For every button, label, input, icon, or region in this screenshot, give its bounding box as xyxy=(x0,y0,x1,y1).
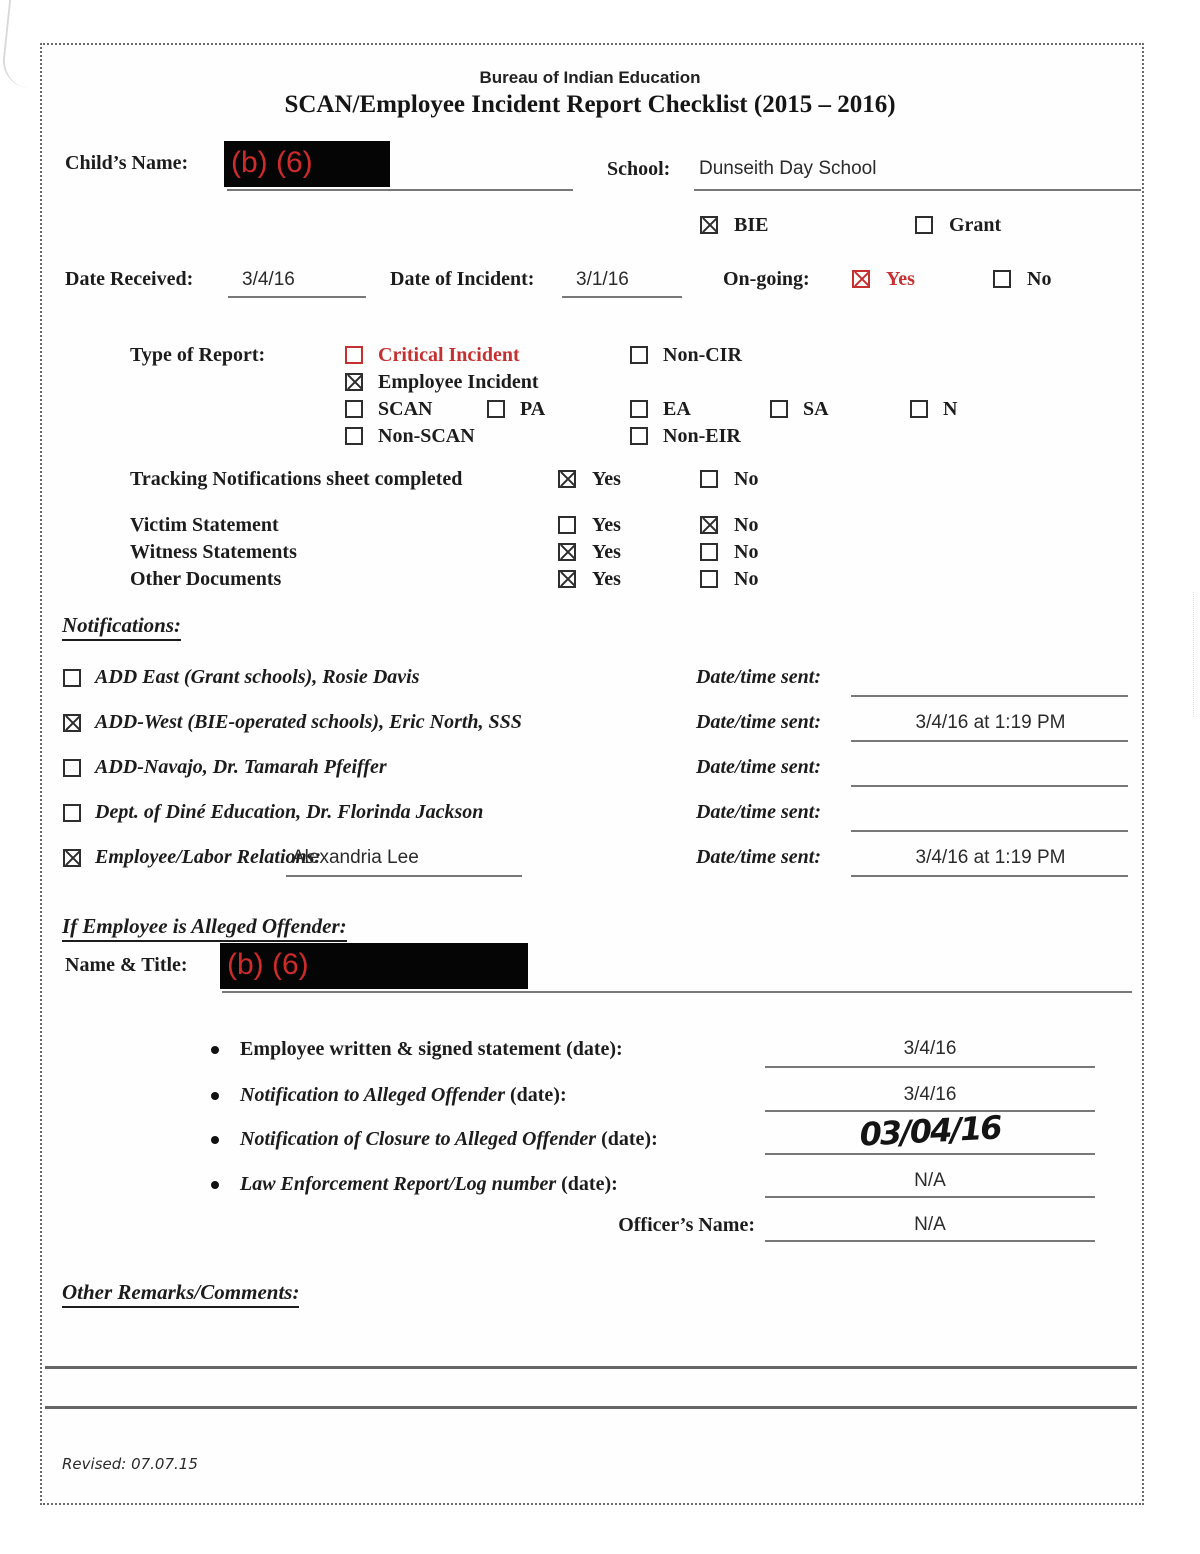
employee-incident-label: Employee Incident xyxy=(378,371,539,393)
notify-add-navajo-checkbox xyxy=(63,759,81,777)
item-text: Employee written & signed statement xyxy=(240,1038,562,1060)
notify-add-east-checkbox xyxy=(63,669,81,687)
labor-relations-name-line xyxy=(286,875,522,877)
value-line xyxy=(765,1196,1095,1198)
offender-item-value: 3/4/16 xyxy=(903,1038,957,1059)
non-cir-label: Non-CIR xyxy=(663,344,742,366)
tracking-label: Tracking Notifications sheet completed xyxy=(130,468,463,490)
item-suffix: (date): xyxy=(509,1084,567,1106)
critical-incident-label: Critical Incident xyxy=(378,344,520,366)
handwritten-date: 03/04/16 xyxy=(858,1108,1002,1154)
offender-item-label xyxy=(240,1128,658,1151)
other-no-label: No xyxy=(734,568,759,590)
ongoing-no-checkbox xyxy=(993,270,1011,288)
ongoing-yes-label: Yes xyxy=(886,268,915,290)
date-received-label: Date Received: xyxy=(65,268,194,290)
date-incident-line xyxy=(562,296,682,298)
sent-label: Date/time sent: xyxy=(696,711,821,733)
sent-line xyxy=(851,875,1128,877)
item-suffix: (date): xyxy=(561,1173,618,1195)
school-line xyxy=(694,189,1141,191)
bullet-icon xyxy=(211,1046,219,1054)
scan-artifact xyxy=(1193,592,1194,717)
notify-dine-education-checkbox xyxy=(63,804,81,822)
victim-yes-label: Yes xyxy=(592,514,621,536)
offender-item-value: 3/4/16 xyxy=(903,1084,957,1105)
ea-checkbox xyxy=(630,400,648,418)
item-suffix: (date): xyxy=(601,1128,658,1150)
notifications-heading: Notifications: xyxy=(62,613,181,641)
value-line xyxy=(765,1240,1095,1242)
item-text: Notification of Closure to Alleged Offender xyxy=(240,1128,597,1150)
report-type-label: Type of Report: xyxy=(130,344,266,366)
employee-incident-checkbox xyxy=(345,373,363,391)
sent-line xyxy=(851,695,1128,697)
sent-label: Date/time sent: xyxy=(696,666,821,688)
officer-name-label: Officer’s Name: xyxy=(618,1214,755,1236)
offender-item-value: N/A xyxy=(914,1170,946,1191)
child-name-redaction xyxy=(224,141,390,187)
redaction-code: (b) (6) xyxy=(227,948,309,981)
remarks-line xyxy=(45,1406,1137,1409)
child-name-line xyxy=(227,189,573,191)
notify-add-west-label: ADD-West (BIE-operated schools), Eric North, SSS xyxy=(95,711,522,733)
ongoing-yes-checkbox xyxy=(852,270,870,288)
name-title-redaction xyxy=(220,943,528,989)
notify-labor-relations-checkbox xyxy=(63,849,81,867)
notify-labor-relations-label: Employee/Labor Relations: xyxy=(95,846,322,868)
date-incident-value: 3/1/16 xyxy=(576,269,629,290)
witness-yes-checkbox xyxy=(558,543,576,561)
offender-item-label xyxy=(240,1173,618,1196)
sent-line xyxy=(851,830,1128,832)
value-line xyxy=(765,1153,1095,1155)
scan-label: SCAN xyxy=(378,398,433,420)
sent-line xyxy=(851,740,1128,742)
labor-relations-name: Alexandria Lee xyxy=(292,847,419,868)
witness-no-label: No xyxy=(734,541,759,563)
notify-dine-education-label: Dept. of Diné Education, Dr. Florinda Jackson xyxy=(95,801,484,823)
ea-label: EA xyxy=(663,398,691,420)
tracking-yes-checkbox xyxy=(558,470,576,488)
sent-label: Date/time sent: xyxy=(696,756,821,778)
item-text: Law Enforcement Report/Log number xyxy=(240,1173,557,1195)
offender-item-label xyxy=(240,1038,623,1061)
page-title: SCAN/Employee Incident Report Checklist (2015 – 2016) xyxy=(284,91,896,118)
tracking-no-checkbox xyxy=(700,470,718,488)
grant-checkbox xyxy=(915,216,933,234)
date-received-line xyxy=(228,296,366,298)
notifications-heading-wrap xyxy=(62,613,181,641)
bie-label: BIE xyxy=(734,214,769,236)
sent-line xyxy=(851,785,1128,787)
school-label: School: xyxy=(607,158,671,180)
name-title-label: Name & Title: xyxy=(65,954,188,976)
scan-checkbox xyxy=(345,400,363,418)
bullet-icon xyxy=(211,1136,219,1144)
sa-label: SA xyxy=(803,398,829,420)
pa-checkbox xyxy=(487,400,505,418)
offender-heading: If Employee is Alleged Offender: xyxy=(62,914,347,942)
ongoing-label: On-going: xyxy=(723,268,810,290)
sent-value: 3/4/16 at 1:19 PM xyxy=(915,847,1066,868)
sent-value: 3/4/16 at 1:19 PM xyxy=(915,712,1066,733)
victim-no-checkbox xyxy=(700,516,718,534)
notify-add-west-checkbox xyxy=(63,714,81,732)
other-yes-label: Yes xyxy=(592,568,621,590)
scan-artifact xyxy=(0,0,38,88)
non-eir-label: Non-EIR xyxy=(663,425,741,447)
grant-label: Grant xyxy=(949,214,1002,236)
witness-no-checkbox xyxy=(700,543,718,561)
non-eir-checkbox xyxy=(630,427,648,445)
victim-statement-label: Victim Statement xyxy=(130,514,279,536)
tracking-yes-label: Yes xyxy=(592,468,621,490)
sent-label: Date/time sent: xyxy=(696,801,821,823)
offender-heading-wrap xyxy=(62,914,347,942)
victim-yes-checkbox xyxy=(558,516,576,534)
bie-checkbox xyxy=(700,216,718,234)
critical-incident-checkbox xyxy=(345,346,363,364)
witness-yes-label: Yes xyxy=(592,541,621,563)
redaction-code: (b) (6) xyxy=(231,146,313,179)
victim-no-label: No xyxy=(734,514,759,536)
other-documents-label: Other Documents xyxy=(130,568,282,590)
document-header xyxy=(40,68,1140,119)
other-yes-checkbox xyxy=(558,570,576,588)
other-no-checkbox xyxy=(700,570,718,588)
revision-note: Revised: 07.07.15 xyxy=(62,1455,198,1473)
pa-label: PA xyxy=(520,398,546,420)
sa-checkbox xyxy=(770,400,788,418)
remarks-heading: Other Remarks/Comments: xyxy=(62,1280,299,1308)
tracking-no-label: No xyxy=(734,468,759,490)
witness-statements-label: Witness Statements xyxy=(130,541,297,563)
non-scan-checkbox xyxy=(345,427,363,445)
child-name-label: Child’s Name: xyxy=(65,152,189,174)
n-checkbox xyxy=(910,400,928,418)
item-text: Notification to Alleged Offender xyxy=(240,1084,505,1106)
remarks-heading-wrap xyxy=(62,1280,299,1308)
item-suffix: (date): xyxy=(566,1038,623,1060)
school-value: Dunseith Day School xyxy=(699,158,877,179)
n-label: N xyxy=(943,398,958,420)
bullet-icon xyxy=(211,1181,219,1189)
offender-item-label xyxy=(240,1084,567,1107)
date-incident-label: Date of Incident: xyxy=(390,268,535,290)
bullet-icon xyxy=(211,1092,219,1100)
notify-add-navajo-label: ADD-Navajo, Dr. Tamarah Pfeiffer xyxy=(95,756,387,778)
name-title-line xyxy=(222,991,1132,993)
ongoing-no-label: No xyxy=(1027,268,1052,290)
notify-add-east-label: ADD East (Grant schools), Rosie Davis xyxy=(95,666,420,688)
officer-name-value: N/A xyxy=(914,1214,946,1235)
remarks-line xyxy=(45,1366,1137,1369)
date-received-value: 3/4/16 xyxy=(242,269,295,290)
org-name: Bureau of Indian Education xyxy=(479,68,701,87)
non-scan-label: Non-SCAN xyxy=(378,425,475,447)
sent-label: Date/time sent: xyxy=(696,846,821,868)
value-line xyxy=(765,1066,1095,1068)
non-cir-checkbox xyxy=(630,346,648,364)
